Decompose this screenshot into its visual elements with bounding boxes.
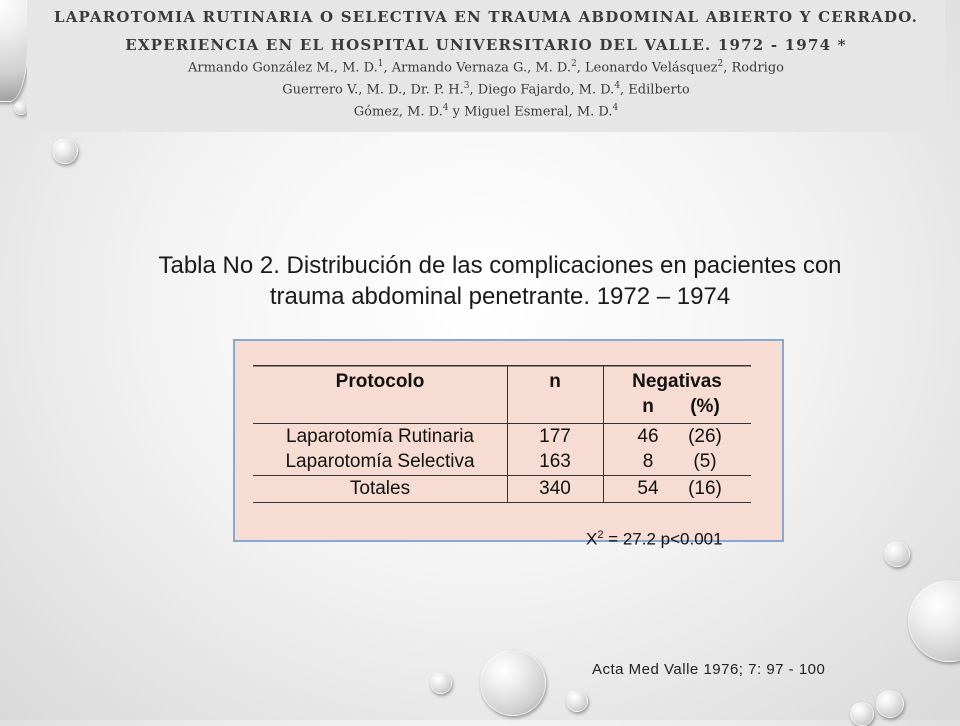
water-drop-icon	[14, 101, 28, 115]
slide-title	[100, 250, 900, 312]
cell-protocolo: Totales	[349, 478, 411, 499]
water-drop-icon	[0, 0, 28, 102]
water-drop-icon	[876, 690, 904, 718]
article-header-scan	[27, 0, 945, 132]
slide-title-line-1: Tabla No 2. Distribución de las complicaciones en pacientes con	[158, 252, 842, 279]
cell-neg-n: 54	[637, 478, 659, 499]
subheader-pct: (%)	[690, 396, 720, 417]
cell-n: 340	[539, 478, 571, 499]
table-panel	[233, 339, 784, 549]
cell-protocolo: Laparotomía Rutinaria	[286, 426, 474, 447]
cell-neg-pct: (5)	[693, 451, 717, 472]
table-rule	[253, 423, 751, 424]
cell-neg-pct: (16)	[688, 478, 722, 499]
header-protocolo: Protocolo	[335, 371, 425, 392]
water-drop-icon	[884, 541, 910, 567]
cell-neg-n: 46	[637, 426, 659, 447]
author-line-2: Guerrero V., M. D., Dr. P. H.$^3$, Diego Fajardo, M. D.$^4$, Edilberto	[282, 81, 690, 98]
water-drop-icon	[850, 702, 874, 726]
cell-n: 163	[539, 451, 571, 472]
table-rule	[253, 366, 751, 367]
chi-square-statistic: $X^2 = 27.2$ p<0.001	[586, 529, 723, 549]
water-drop-icon	[52, 138, 78, 164]
author-line-3: Gómez, M. D.$^4$ y Miguel Esmeral, M. D.$^4$	[353, 103, 619, 120]
author-line-1: Armando González M., M. D.$^1$, Armando Vernaza G., M. D.$^2$, Leonardo Velásquez$^2$, Rodrigo	[188, 59, 784, 76]
water-drop-icon	[908, 580, 960, 662]
cell-neg-pct: (26)	[688, 426, 722, 447]
subheader-n: n	[642, 396, 654, 417]
cell-protocolo: Laparotomía Selectiva	[285, 451, 475, 472]
water-drop-icon	[480, 650, 546, 716]
header-negativas: Negativas	[632, 371, 722, 392]
water-drop-icon	[430, 672, 452, 694]
header-n: n	[549, 371, 561, 392]
cell-n: 177	[539, 426, 571, 447]
water-drop-icon	[566, 690, 588, 712]
article-title-line-2: EXPERIENCIA EN EL HOSPITAL UNIVERSITARIO DEL VALLE. 1972 - 1974 *	[125, 36, 847, 54]
citation: Acta Med Valle 1976; 7: 97 - 100	[592, 661, 826, 678]
slide-title-line-2: trauma abdominal penetrante. 1972 – 1974	[269, 283, 731, 310]
table-rule	[253, 502, 751, 503]
table-rule	[253, 475, 751, 476]
cell-neg-n: 8	[642, 451, 654, 472]
article-title-line-1: LAPAROTOMIA RUTINARIA O SELECTIVA EN TRAUMA ABDOMINAL ABIERTO Y CERRADO.	[53, 8, 919, 26]
